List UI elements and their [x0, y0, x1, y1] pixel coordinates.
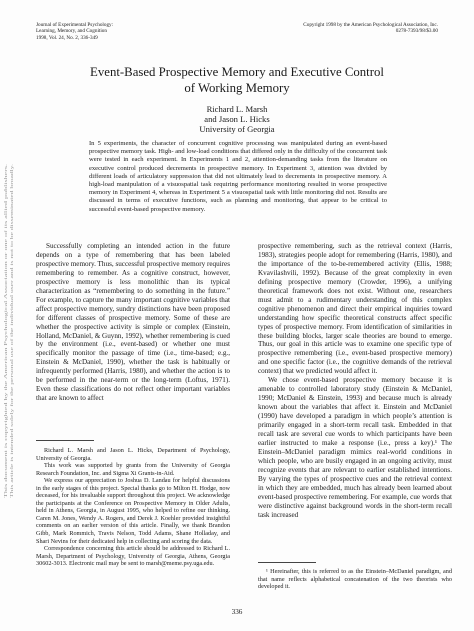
body-paragraph: prospective remembering, such as the retrieval context (Harris, 1983), strategies people adopt for remembering (Harris, 1980), and the importance of the to-be-remembered activity (Ellis, 1988; Kvavilashvili, 1992). Because of the great complexity in even defining prospective memory (Crowder, 1996), a unifying theoretical framework does not exist. Without one, researchers must admit to a rudimentary understanding of this complex cognitive phenomenon and direct their empirical inquiries toward understanding how specific theoretical constructs affect specific types of prospective memory. From identification of similarities in these building blocks, larger scale theories are bound to emerge. Thus, our goal in this article was to examine one specific type of prospective remembering (i.e., event-based prospective memory) and one specific factor (i.e., the cognitive demands of the retrieval context) that we predicted would affect it.	[258, 242, 452, 376]
author-note-correspondence: Correspondence concerning this article should be addressed to Richard L. Marsh, Department of Psychology, University of Georgia, Athens, Georgia 30602-3013. Electronic mail may be sent to marsh@meme.psy.uga.edu.	[36, 545, 230, 568]
copyright-notice	[218, 22, 438, 35]
body-column-left	[36, 242, 230, 403]
body-paragraph: We chose event-based prospective memory because it is amenable to controlled laboratory study (Einstein & McDaniel, 1990; McDaniel & Einstein, 1993) and because much is already known about the variables that affect it. Einstein and McDaniel (1990) have developed a paradigm in which people’s attention is primarily engaged in a short-term recall task. Embedded in that recall task are several cue words to which participants have been earlier instructed to make a response (i.e., press a key).¹ The Einstein–McDaniel paradigm mimics real-world conditions in which people, who are busily engaged in an ongoing activity, must recognize events that are relevant to earlier established intentions. By varying the types of prospective cues and the retrieval context in which they are embedded, much has already been learned about event-based prospective remembering. For example, cue words that were distinctive against background words in the short-term recall task increased	[258, 376, 452, 519]
footnote-1: ¹ Hereinafter, this is referred to as the Einstein–McDaniel paradigm, and that name reflects alphabetical concatenation of the two theorists who developed it.	[258, 568, 452, 591]
journal-volume-line: 1998, Vol. 24, No. 2, 336-349	[36, 34, 98, 41]
title-line-2: of Working Memory	[184, 80, 290, 95]
article-title	[36, 65, 438, 96]
author-note-affiliation: Richard L. Marsh and Jason L. Hicks, Department of Psychology, University of Georgia.	[36, 447, 230, 462]
issn-line: 0278-7393/98/$3.00	[395, 28, 438, 35]
footnote-divider	[36, 440, 94, 441]
watermark-line-2: This article is intended solely for the personal use of the individual user and is not to be disseminated broadly.	[9, 317, 14, 498]
author-note	[36, 447, 230, 568]
body-column-right	[258, 242, 452, 520]
journal-name-line: Journal of Experimental Psychology:	[36, 22, 114, 28]
author-line-1: Richard L. Marsh	[206, 104, 268, 114]
abstract: In 5 experiments, the character of concurrent cognitive processing was manipulated during an event-based prospective memory task. High- and low-load conditions that differed only in the difficulty of the concurrent task were tested in each experiment. In Experiments 1 and 2, attention-demanding tasks from the literature on executive control produced decrements in prospective memory. In Experiment 3, attention was divided by different loads of articulatory suppression that did not ultimately lead to decrements in prospective memory. A high-load manipulation of a visuospatial task requiring performance monitoring resulted in worse prospective memory in Experiment 4, whereas in Experiment 5 a visuospatial task with little monitoring did not. Results are discussed in terms of executive functions, such as planning and monitoring, that appear to be critical to successful event-based prospective memory.	[89, 140, 387, 213]
body-paragraph: Successfully completing an intended action in the future depends on a type of remembering that has been labeled prospective memory. Thus, successful prospective memory requires remembering to remember. As a cognitive construct, however, prospective memory is less monolithic than its typical characterization as “remembering to do something in the future.” For example, to capture the many important cognitive variables that affect prospective memory, sundry distinctions have been proposed for different classes of prospective memory. Some of these are whether the prospective activity is simple or complex (Einstein, Holland, McDaniel, & Guynn, 1992), whether remembering is cued by the environment (i.e., event-based) or whether one must specifically monitor the passage of time (i.e., time-based; e.g., Einstein & McDaniel, 1990), whether the task is habitually or infrequently performed (Harris, 1980), and whether the action is to be performed in the near-term or the long-term (Loftus, 1971). Even these classifications do not reflect other important variables that are known to affect	[36, 242, 230, 403]
author-note-funding: This work was supported by grants from the University of Georgia Research Foundation, Inc. and Sigma Xi Grants-in-Aid.	[36, 462, 230, 477]
page-number: 336	[231, 608, 243, 616]
journal-subtitle-line: Learning, Memory, and Cognition	[36, 28, 107, 35]
copyright-watermark	[2, 160, 16, 500]
copyright-line: Copyright 1998 by the American Psychological Association, Inc.	[303, 22, 438, 28]
footnote-divider	[258, 562, 316, 563]
author-block	[36, 104, 438, 134]
affiliation: University of Georgia	[199, 124, 275, 134]
watermark-line-1: This document is copyrighted by the American Psychological Association or one of its allied publishers.	[3, 327, 8, 498]
author-line-2: and Jason L. Hicks	[204, 114, 270, 124]
journal-citation	[36, 22, 236, 41]
author-note-acknowledgments: We express our appreciation to Joshua D. Landau for helpful discussions in the early stages of this project. Special thanks go to Milton H. Hodge, now deceased, for his invaluable support throughout this project. We acknowledge the participants at the Conference on Prospective Memory in Older Adults, held in Athens, Georgia, in August 1995, who helped to refine our thinking. Caren M. Jones, Wendy A. Rogers, and Derek J. Koehler provided insightful comments on an earlier version of this article. Finally, we thank Brandon Gibb, Mark Rommich, Travis Nelson, Todd Adams, Shane Holladay, and Shari Nevins for their dedicated help in collecting and scoring the data.	[36, 477, 230, 545]
title-line-1: Event-Based Prospective Memory and Executive Control	[90, 65, 384, 79]
